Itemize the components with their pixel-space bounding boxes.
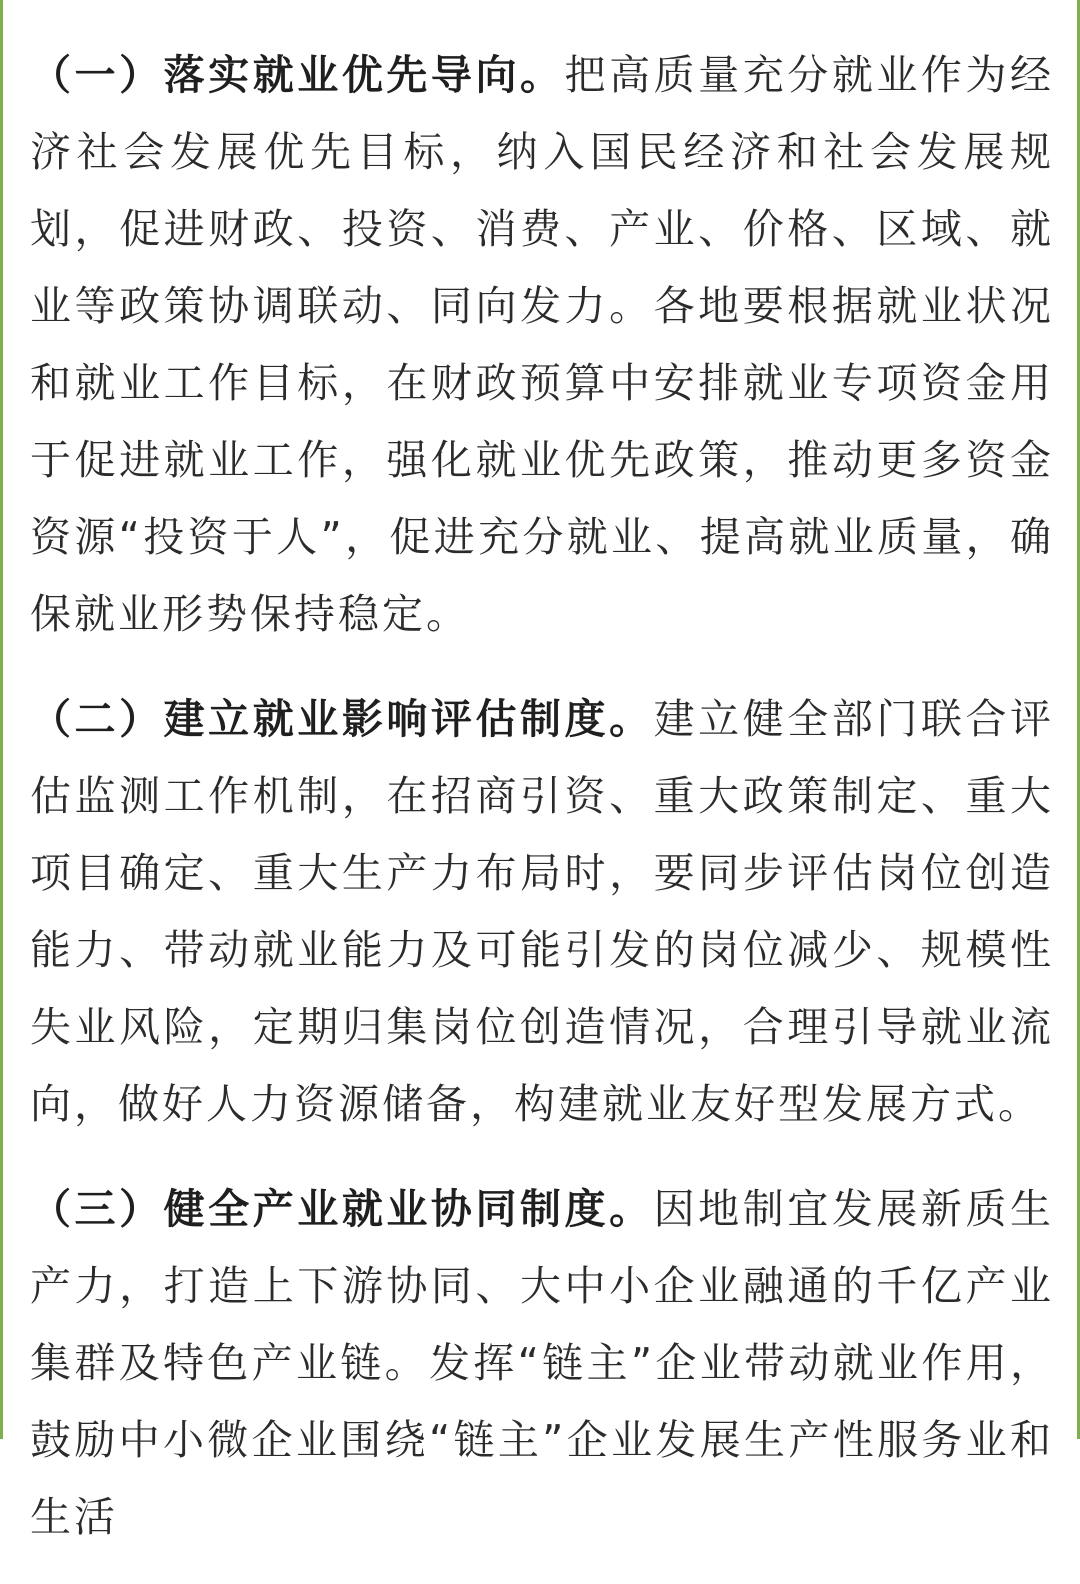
section-1-heading: （一）落实就业优先导向。 xyxy=(30,51,565,99)
section-2-heading: （二）建立就业影响评估制度。 xyxy=(30,695,654,743)
section-3-heading: （三）健全产业就业协同制度。 xyxy=(30,1185,654,1233)
section-1-paragraph xyxy=(30,37,1054,653)
section-3-body: 因地制宜发展新质生产力，打造上下游协同、大中小企业融通的千亿产业集群及特色产业链。发挥“链主”企业带动就业作用，鼓励中小微企业围绕“链主”企业发展生产性服务业和生活 xyxy=(30,1185,1055,1541)
section-1-body: 把高质量充分就业作为经济社会发展优先目标，纳入国民经济和社会发展规划，促进财政、投资、消费、产业、价格、区域、就业等政策协调联动、同向发力。各地要根据就业状况和就业工作目标，在财政预算中安排就业专项资金用于促进就业工作，强化就业优先政策，推动更多资金资源“投资于人”，促进充分就业、提高就业质量，确保就业形势保持稳定。 xyxy=(30,51,1055,638)
document-content xyxy=(30,37,1054,1584)
section-2-paragraph xyxy=(30,681,1054,1143)
section-2-body: 建立健全部门联合评估监测工作机制，在招商引资、重大政策制定、重大项目确定、重大生产力布局时，要同步评估岗位创造能力、带动就业能力及可能引发的岗位减少、规模性失业风险，定期归集岗位创造情况，合理引导就业流向，做好人力资源储备，构建就业友好型发展方式。 xyxy=(30,695,1055,1128)
left-green-border xyxy=(0,0,3,1439)
section-3-paragraph xyxy=(30,1171,1054,1556)
